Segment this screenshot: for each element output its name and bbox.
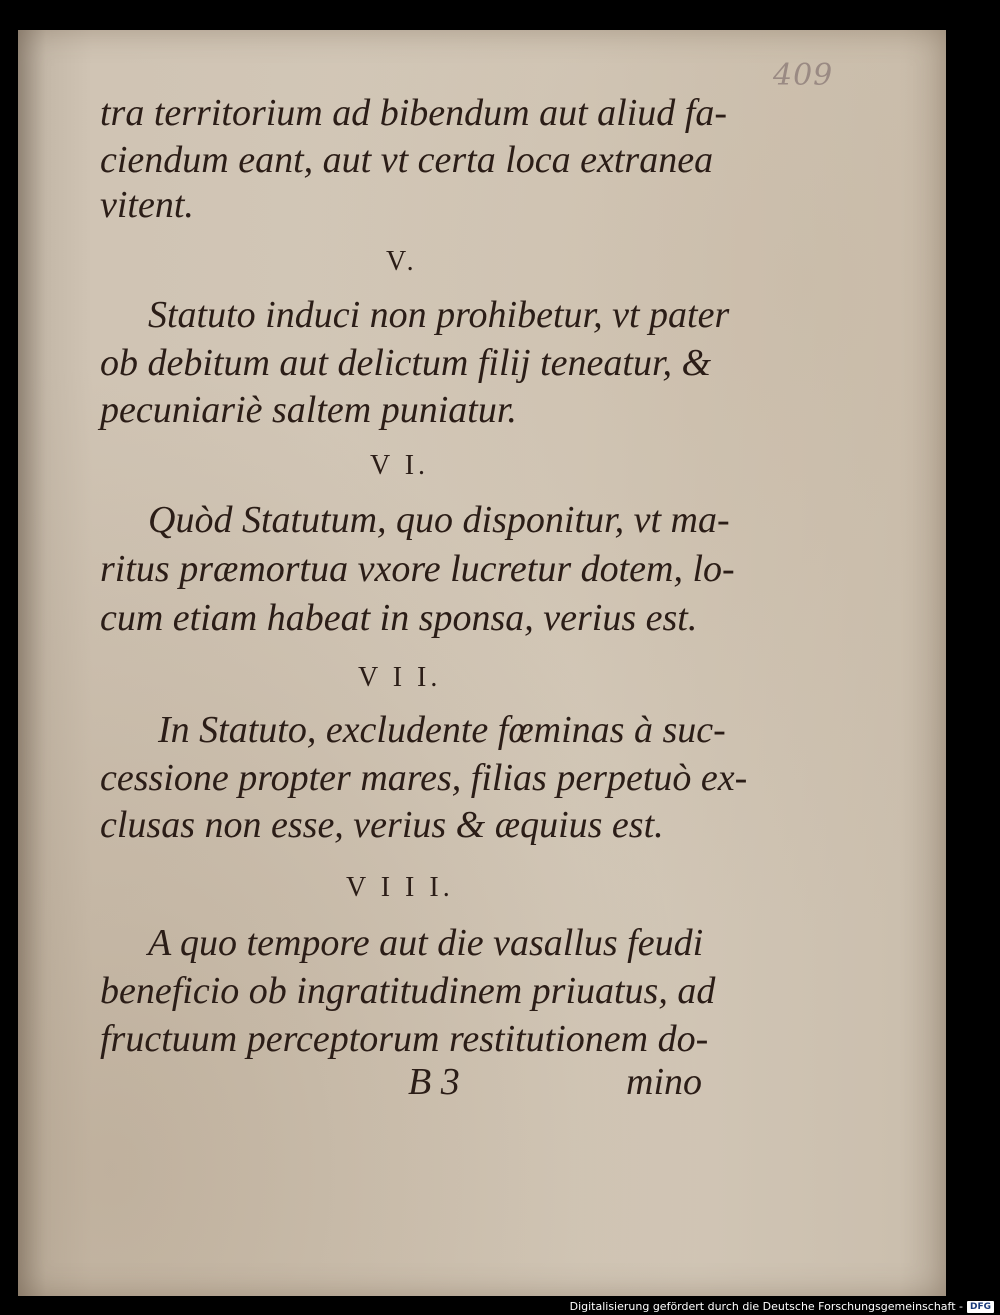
text-line: ciendum eant, aut vt certa loca extranea <box>100 139 714 181</box>
text-line: cum etiam habeat in sponsa, verius est. <box>100 597 698 639</box>
text-line: pecuniariè saltem puniatur. <box>100 389 517 431</box>
text-line: tra territorium ad bibendum aut aliud fa- <box>100 92 727 134</box>
text-line: A quo tempore aut die vasallus feudi <box>148 922 704 964</box>
text-line: In Statuto, excludente fœminas à suc- <box>158 709 726 751</box>
text-line: vitent. <box>100 184 194 226</box>
credit-text: Digitalisierung gefördert durch die Deutsche Forschungsgemeinschaft - <box>569 1300 963 1313</box>
thesis-numeral: V I I. <box>358 662 442 693</box>
text-line: clusas non esse, verius & æquius est. <box>100 804 664 846</box>
text-line: ob debitum aut delictum filij teneatur, & <box>100 342 712 384</box>
manuscript-page-number: 409 <box>773 58 834 93</box>
catchword: mino <box>626 1061 702 1103</box>
book-page <box>18 30 946 1296</box>
text-line: Quòd Statutum, quo disponitur, vt ma- <box>148 499 730 541</box>
thesis-numeral: V I I I. <box>346 872 454 903</box>
text-line: Statuto induci non prohibetur, vt pater <box>148 294 730 336</box>
text-line: ritus præmortua vxore lucretur dotem, lo- <box>100 548 735 590</box>
text-line: fructuum perceptorum restitutionem do- <box>100 1018 709 1060</box>
text-line: beneficio ob ingratitudinem priuatus, ad <box>100 970 716 1012</box>
dfg-logo: DFG <box>967 1301 994 1313</box>
text-line: cessione propter mares, filias perpetuò ex- <box>100 757 748 799</box>
digitization-credit <box>570 1300 994 1313</box>
thesis-numeral: V I. <box>370 450 430 481</box>
signature-mark: B 3 <box>408 1061 460 1103</box>
thesis-numeral: V. <box>386 246 418 277</box>
